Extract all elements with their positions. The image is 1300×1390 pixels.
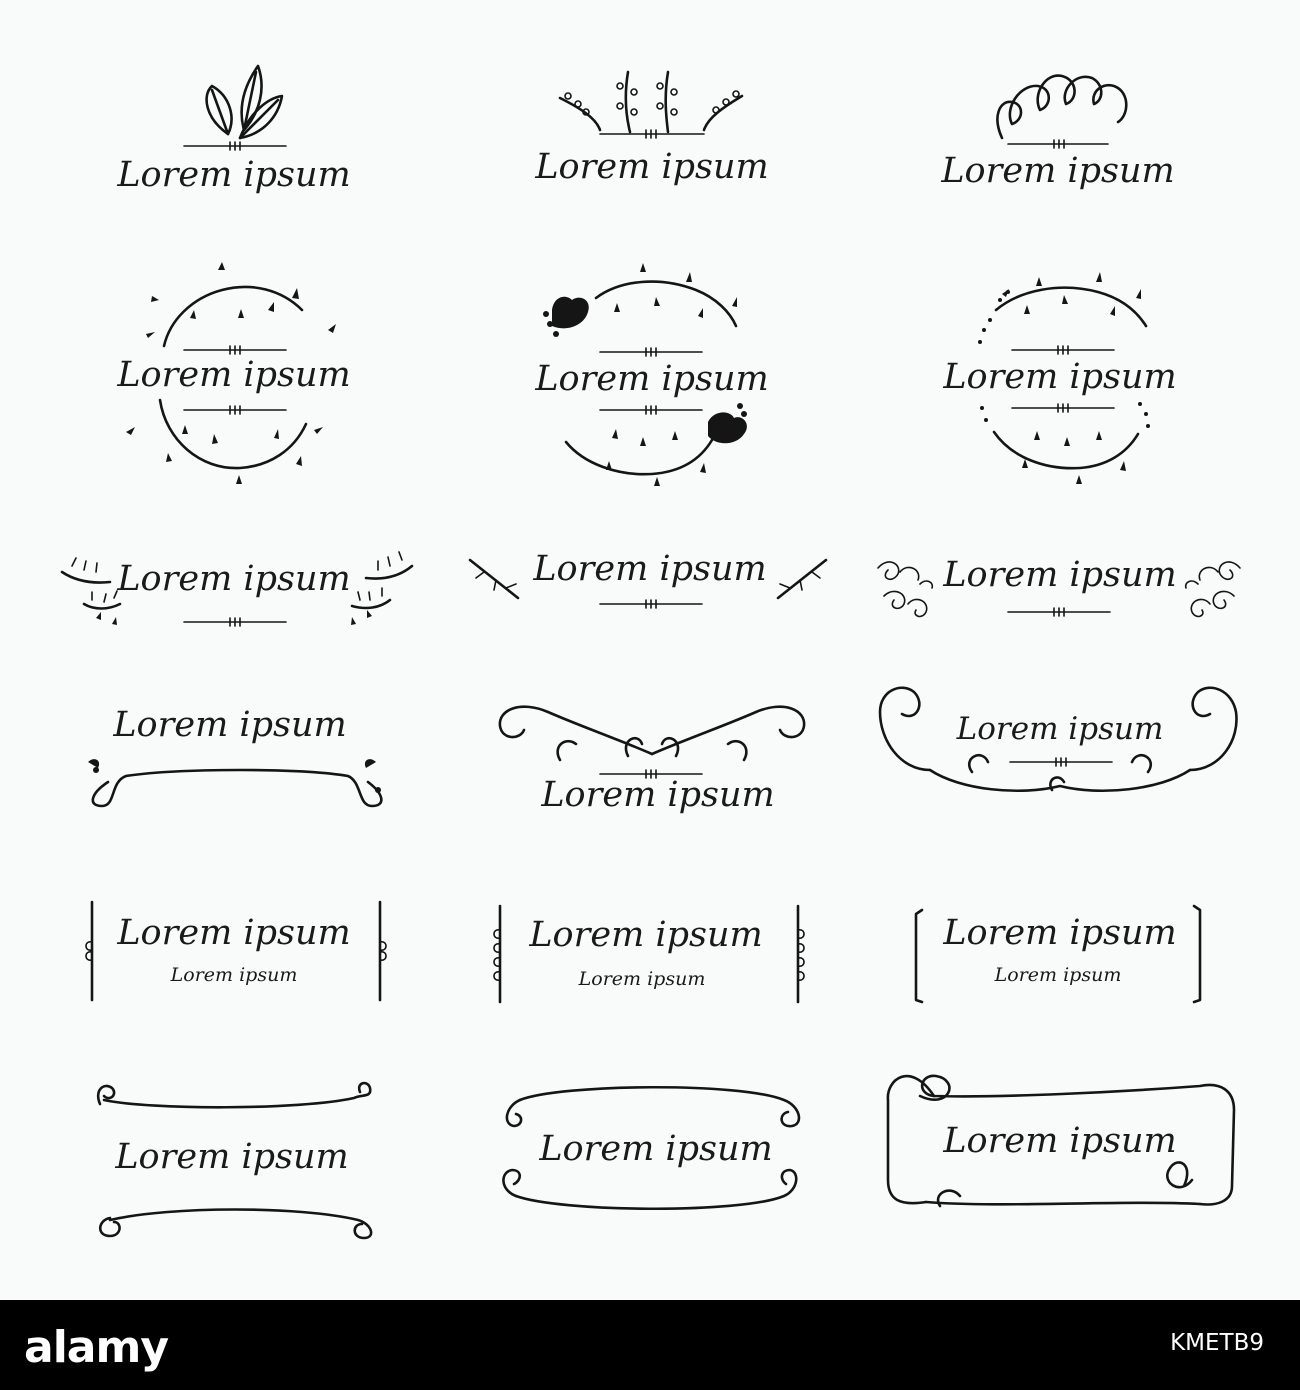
bottom-swash-icon: [88, 759, 381, 806]
image-id: KMETB9: [1170, 1330, 1264, 1356]
badge-title: Lorem ipsum: [943, 1121, 1177, 1161]
badge-title: Lorem ipsum: [943, 913, 1177, 953]
badge-title: Lorem ipsum: [117, 913, 351, 953]
badge-title: Lorem ipsum: [529, 915, 763, 955]
badge-title: Lorem ipsum: [113, 705, 347, 745]
badge-title: Lorem ipsum: [117, 355, 351, 395]
leaf-sprig-icon: [184, 66, 286, 150]
badge-subtitle: Lorem ipsum: [170, 964, 298, 986]
badge-title: Lorem ipsum: [539, 1129, 773, 1169]
badge-title: Lorem ipsum: [117, 155, 351, 195]
badge-subtitle: Lorem ipsum: [578, 968, 706, 990]
loop-crown-icon: [997, 76, 1126, 148]
badge-title: Lorem ipsum: [941, 151, 1175, 191]
stock-footer: [0, 1300, 1300, 1390]
badge-title: Lorem ipsum: [943, 357, 1177, 397]
badge-title: Lorem ipsum: [533, 549, 767, 589]
badge-title: Lorem ipsum: [943, 555, 1177, 595]
badge-title: Lorem ipsum: [535, 359, 769, 399]
badge-title: Lorem ipsum: [117, 559, 351, 599]
badge-title: Lorem ipsum: [956, 711, 1164, 747]
badge-title: Lorem ipsum: [541, 775, 775, 815]
alamy-logo: alamy: [24, 1322, 168, 1373]
badge-title: Lorem ipsum: [535, 147, 769, 187]
sprig-row-icon: [560, 72, 742, 138]
badge-subtitle: Lorem ipsum: [994, 964, 1122, 986]
badge-title: Lorem ipsum: [115, 1137, 349, 1177]
scroll-flourish-icon: [500, 707, 804, 778]
